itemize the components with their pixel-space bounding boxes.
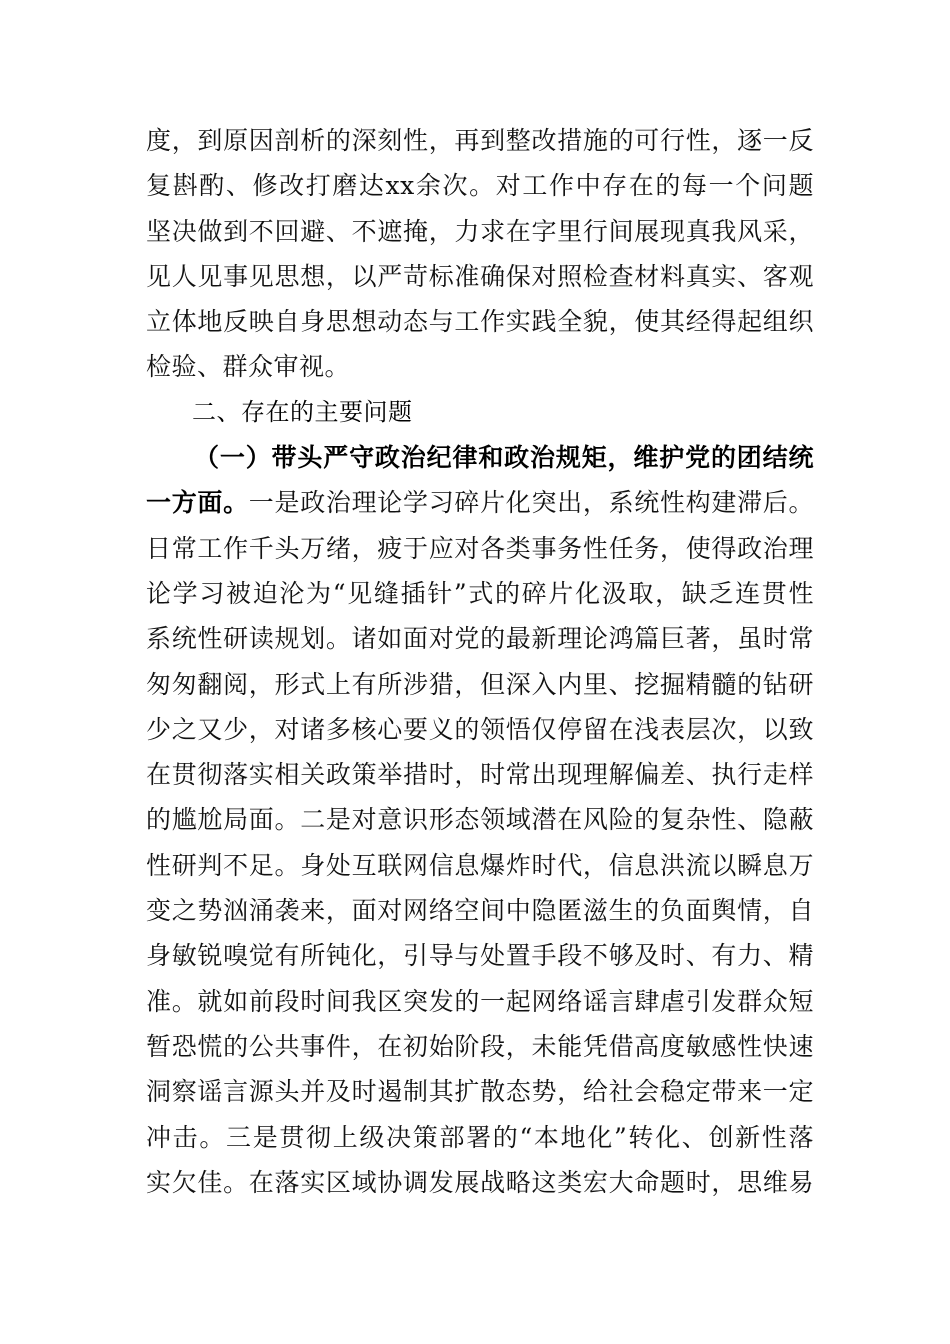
sub-heading-continuation — [146, 480, 814, 525]
document-body — [146, 118, 814, 1205]
text-line: 洞察谣言源头并及时遏制其扩散态势，给社会稳定带来一定 — [146, 1077, 814, 1107]
sub-heading: （一）带头严守政治纪律和政治规矩，维护党的团结统 — [194, 443, 814, 473]
text-line: 性研判不足。身处互联网信息爆炸时代，信息洪流以瞬息万 — [146, 850, 814, 880]
text-line: 见人见事见思想，以严苛标准确保对照检查材料真实、客观 — [146, 261, 814, 291]
section-heading: 二、存在的主要问题 — [192, 397, 413, 426]
point-one-intro: 一是政治理论学习碎片化突出，系统性构建滞后。 — [248, 488, 814, 518]
text-line: 检验、群众审视。 — [146, 352, 351, 382]
text-line: 度，到原因剖析的深刻性，再到整改措施的可行性，逐一反 — [146, 126, 814, 155]
text-line: 少之又少，对诸多核心要义的领悟仅停留在浅表层次，以致 — [146, 714, 814, 744]
text-line: 日常工作千头万绪，疲于应对各类事务性任务，使得政治理 — [146, 533, 814, 563]
text-line: 复斟酌、修改打磨达xx余次。对工作中存在的每一个问题 — [146, 171, 814, 201]
text-line: 在贯彻落实相关政策举措时，时常出现理解偏差、执行走样 — [146, 760, 814, 790]
text-line: 论学习被迫沦为“见缝插针”式的碎片化汲取，缺乏连贯性 — [146, 578, 814, 608]
text-line: 冲击。三是贯彻上级决策部署的“本地化”转化、创新性落 — [146, 1122, 814, 1152]
text-line: 准。就如前段时间我区突发的一起网络谣言肆虐引发群众短 — [146, 986, 814, 1016]
text-line: 系统性研读规划。诸如面对党的最新理论鸿篇巨著，虽时常 — [146, 624, 814, 654]
text-line: 暂恐慌的公共事件，在初始阶段，未能凭借高度敏感性快速 — [146, 1031, 814, 1061]
text-line: 立体地反映自身思想动态与工作实践全貌，使其经得起组织 — [146, 307, 814, 337]
text-line: 坚决做到不回避、不遮掩，力求在字里行间展现真我风采， — [146, 216, 814, 246]
sub-heading-end: 一方面。 — [146, 488, 249, 518]
text-line: 匆匆翻阅，形式上有所涉猎，但深入内里、挖掘精髓的钻研 — [146, 669, 814, 699]
text-line: 实欠佳。在落实区域协调发展战略这类宏大命题时，思维易 — [146, 1167, 814, 1197]
text-line: 的尴尬局面。二是对意识形态领域潜在风险的复杂性、隐蔽 — [146, 805, 814, 835]
text-line: 身敏锐嗅觉有所钝化，引导与处置手段不够及时、有力、精 — [146, 941, 814, 971]
text-line: 变之势汹涌袭来，面对网络空间中隐匿滋生的负面舆情，自 — [146, 896, 814, 926]
